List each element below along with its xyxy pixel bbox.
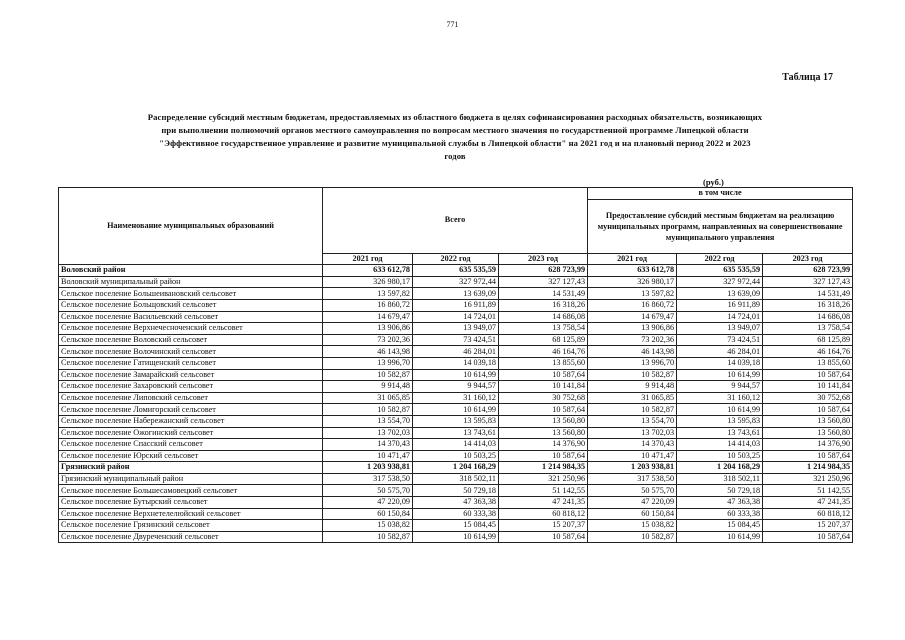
amount-cell: 13 996,70	[323, 357, 413, 369]
amount-cell: 47 220,09	[323, 497, 413, 509]
page-number: 771	[446, 20, 459, 29]
amount-cell: 13 743,61	[677, 427, 763, 439]
table-row	[59, 520, 853, 532]
table-row	[59, 473, 853, 485]
amount-cell: 14 370,43	[588, 439, 677, 451]
amount-cell: 13 560,80	[499, 415, 588, 427]
amount-cell: 31 160,12	[413, 392, 499, 404]
amount-cell: 13 758,54	[499, 323, 588, 335]
municipality-name: Сельское поселение Большеивановский сельсовет	[59, 288, 323, 300]
amount-cell: 47 363,38	[677, 497, 763, 509]
amount-cell: 10 471,47	[323, 450, 413, 462]
amount-cell: 326 980,17	[588, 276, 677, 288]
amount-cell: 321 250,96	[763, 473, 853, 485]
amount-cell: 327 127,43	[499, 276, 588, 288]
amount-cell: 60 333,38	[413, 508, 499, 520]
amount-cell: 14 376,90	[763, 439, 853, 451]
amount-cell: 14 724,01	[413, 311, 499, 323]
amount-cell: 15 038,82	[323, 520, 413, 532]
amount-cell: 10 587,64	[763, 531, 853, 543]
header-year: 2021 год	[323, 253, 413, 265]
amount-cell: 9 914,48	[323, 381, 413, 393]
amount-cell: 13 949,07	[677, 323, 763, 335]
amount-cell: 15 084,45	[677, 520, 763, 532]
municipality-name: Сельское поселение Ломигорский сельсовет	[59, 404, 323, 416]
table-row	[59, 369, 853, 381]
amount-cell: 50 729,18	[413, 485, 499, 497]
amount-cell: 10 582,87	[323, 531, 413, 543]
municipality-name: Сельское поселение Васильевский сельсовет	[59, 311, 323, 323]
amount-cell: 73 424,51	[413, 334, 499, 346]
header-year: 2023 год	[499, 253, 588, 265]
amount-cell: 13 949,07	[413, 323, 499, 335]
amount-cell: 10 582,87	[323, 404, 413, 416]
table-row	[59, 439, 853, 451]
amount-cell: 15 038,82	[588, 520, 677, 532]
amount-cell: 13 758,54	[763, 323, 853, 335]
amount-cell: 9 944,57	[677, 381, 763, 393]
amount-cell: 10 587,64	[763, 450, 853, 462]
amount-cell: 628 723,99	[499, 265, 588, 277]
amount-cell: 13 560,80	[499, 427, 588, 439]
table-row	[59, 323, 853, 335]
amount-cell: 47 241,35	[763, 497, 853, 509]
amount-cell: 13 560,80	[763, 415, 853, 427]
municipality-name: Сельское поселение Набережанский сельсовет	[59, 415, 323, 427]
amount-cell: 13 639,09	[677, 288, 763, 300]
subsidy-table	[58, 187, 853, 543]
amount-cell: 327 972,44	[413, 276, 499, 288]
amount-cell: 60 818,12	[499, 508, 588, 520]
amount-cell: 13 554,70	[323, 415, 413, 427]
amount-cell: 68 125,89	[499, 334, 588, 346]
municipality-name: Сельское поселение Захаровский сельсовет	[59, 381, 323, 393]
amount-cell: 47 241,35	[499, 497, 588, 509]
amount-cell: 13 702,03	[588, 427, 677, 439]
amount-cell: 14 414,03	[677, 439, 763, 451]
amount-cell: 30 752,68	[499, 392, 588, 404]
amount-cell: 16 318,26	[499, 299, 588, 311]
amount-cell: 1 203 938,81	[588, 462, 677, 474]
municipality-name: Воловский район	[59, 265, 323, 277]
municipality-name: Сельское поселение Гатищенский сельсовет	[59, 357, 323, 369]
amount-cell: 46 164,76	[499, 346, 588, 358]
amount-cell: 327 972,44	[677, 276, 763, 288]
amount-cell: 13 595,83	[413, 415, 499, 427]
amount-cell: 14 724,01	[677, 311, 763, 323]
municipality-name: Сельское поселение Замарайский сельсовет	[59, 369, 323, 381]
amount-cell: 46 143,98	[323, 346, 413, 358]
table-row	[59, 346, 853, 358]
amount-cell: 46 284,01	[677, 346, 763, 358]
municipality-name: Сельское поселение Липовский сельсовет	[59, 392, 323, 404]
table-row	[59, 531, 853, 543]
municipality-name: Грязинский район	[59, 462, 323, 474]
amount-cell: 318 502,11	[413, 473, 499, 485]
amount-cell: 10 587,64	[763, 404, 853, 416]
header-year: 2023 год	[763, 253, 853, 265]
table-row	[59, 450, 853, 462]
amount-cell: 51 142,55	[499, 485, 588, 497]
amount-cell: 60 150,84	[588, 508, 677, 520]
title-line: Распределение субсидий местным бюджетам, предоставляемых из областного бюджета в целях софинансирования расходных обязательств, возникающих	[147, 112, 763, 122]
amount-cell: 16 860,72	[588, 299, 677, 311]
header-total: Всего	[323, 188, 588, 254]
title-line: "Эффективное государственное управление и развитие муниципальной службы в Липецкой области" на 2021 год и на плановый период 2022 и 2023	[159, 138, 751, 148]
amount-cell: 14 531,49	[499, 288, 588, 300]
amount-cell: 10 614,99	[677, 531, 763, 543]
amount-cell: 13 906,86	[323, 323, 413, 335]
amount-cell: 73 424,51	[677, 334, 763, 346]
amount-cell: 1 204 168,29	[677, 462, 763, 474]
amount-cell: 13 597,82	[323, 288, 413, 300]
amount-cell: 9 944,57	[413, 381, 499, 393]
municipality-name: Сельское поселение Спасский сельсовет	[59, 439, 323, 451]
amount-cell: 317 538,50	[323, 473, 413, 485]
table-row	[59, 357, 853, 369]
amount-cell: 14 039,18	[677, 357, 763, 369]
amount-cell: 46 143,98	[588, 346, 677, 358]
amount-cell: 31 065,85	[588, 392, 677, 404]
amount-cell: 16 911,89	[677, 299, 763, 311]
amount-cell: 10 582,87	[588, 404, 677, 416]
amount-cell: 10 587,64	[499, 369, 588, 381]
table-body	[59, 265, 853, 543]
amount-cell: 318 502,11	[677, 473, 763, 485]
municipality-name: Сельское поселение Грязинский сельсовет	[59, 520, 323, 532]
amount-cell: 30 752,68	[763, 392, 853, 404]
amount-cell: 16 318,26	[763, 299, 853, 311]
table-row	[59, 508, 853, 520]
table-label: Таблица 17	[782, 72, 833, 83]
amount-cell: 327 127,43	[763, 276, 853, 288]
municipality-name: Сельское поселение Двуреченский сельсовет	[59, 531, 323, 543]
amount-cell: 10 471,47	[588, 450, 677, 462]
table-row	[59, 334, 853, 346]
amount-cell: 47 363,38	[413, 497, 499, 509]
amount-cell: 51 142,55	[763, 485, 853, 497]
amount-cell: 10 587,64	[499, 531, 588, 543]
amount-cell: 321 250,96	[499, 473, 588, 485]
amount-cell: 633 612,78	[323, 265, 413, 277]
amount-cell: 9 914,48	[588, 381, 677, 393]
municipality-name: Сельское поселение Большесамовецкий сельсовет	[59, 485, 323, 497]
table-row	[59, 311, 853, 323]
amount-cell: 46 164,76	[763, 346, 853, 358]
amount-cell: 10 587,64	[499, 450, 588, 462]
header-year: 2021 год	[588, 253, 677, 265]
header-year: 2022 год	[677, 253, 763, 265]
municipality-name: Сельское поселение Юрский сельсовет	[59, 450, 323, 462]
amount-cell: 10 582,87	[323, 369, 413, 381]
municipality-name: Сельское поселение Волочинский сельсовет	[59, 346, 323, 358]
amount-cell: 10 587,64	[763, 369, 853, 381]
amount-cell: 15 084,45	[413, 520, 499, 532]
amount-cell: 10 587,64	[499, 404, 588, 416]
amount-cell: 60 150,84	[323, 508, 413, 520]
amount-cell: 50 575,70	[588, 485, 677, 497]
table-row	[59, 392, 853, 404]
amount-cell: 60 818,12	[763, 508, 853, 520]
amount-cell: 1 214 984,35	[763, 462, 853, 474]
amount-cell: 635 535,59	[413, 265, 499, 277]
amount-cell: 14 414,03	[413, 439, 499, 451]
amount-cell: 10 614,99	[677, 369, 763, 381]
municipality-name: Сельское поселение Верхнечесноченский сельсовет	[59, 323, 323, 335]
amount-cell: 60 333,38	[677, 508, 763, 520]
amount-cell: 10 614,99	[677, 404, 763, 416]
amount-cell: 13 743,61	[413, 427, 499, 439]
amount-cell: 14 039,18	[413, 357, 499, 369]
amount-cell: 10 503,25	[677, 450, 763, 462]
amount-cell: 326 980,17	[323, 276, 413, 288]
amount-cell: 14 370,43	[323, 439, 413, 451]
table-row	[59, 288, 853, 300]
header-subsidy-program: Предоставление субсидий местным бюджетам на реализацию муниципальных программ, направленных на совершенствование муниципального управления	[588, 199, 853, 253]
amount-cell: 317 538,50	[588, 473, 677, 485]
header-including: в том числе	[588, 188, 853, 200]
amount-cell: 16 860,72	[323, 299, 413, 311]
table-row	[59, 497, 853, 509]
amount-cell: 16 911,89	[413, 299, 499, 311]
title-line: годов	[444, 151, 466, 161]
amount-cell: 13 639,09	[413, 288, 499, 300]
amount-cell: 10 582,87	[588, 369, 677, 381]
document-title	[60, 111, 850, 163]
amount-cell: 14 686,08	[763, 311, 853, 323]
amount-cell: 14 531,49	[763, 288, 853, 300]
municipality-name: Сельское поселение Ожогинский сельсовет	[59, 427, 323, 439]
table-row	[59, 415, 853, 427]
municipality-name: Сельское поселение Бутырский сельсовет	[59, 497, 323, 509]
table-row	[59, 276, 853, 288]
amount-cell: 15 207,37	[763, 520, 853, 532]
amount-cell: 13 855,60	[763, 357, 853, 369]
amount-cell: 10 582,87	[588, 531, 677, 543]
amount-cell: 10 614,99	[413, 369, 499, 381]
amount-cell: 14 376,90	[499, 439, 588, 451]
amount-cell: 13 597,82	[588, 288, 677, 300]
amount-cell: 10 503,25	[413, 450, 499, 462]
amount-cell: 13 595,83	[677, 415, 763, 427]
municipality-name: Сельское поселение Верхнетелелюйский сельсовет	[59, 508, 323, 520]
amount-cell: 13 702,03	[323, 427, 413, 439]
amount-cell: 50 575,70	[323, 485, 413, 497]
amount-cell: 10 614,99	[413, 531, 499, 543]
amount-cell: 46 284,01	[413, 346, 499, 358]
amount-cell: 1 203 938,81	[323, 462, 413, 474]
municipality-name: Воловский муниципальный район	[59, 276, 323, 288]
municipality-name: Грязинский муниципальный район	[59, 473, 323, 485]
municipality-name: Сельское поселение Воловский сельсовет	[59, 334, 323, 346]
amount-cell: 14 686,08	[499, 311, 588, 323]
title-line: при выполнении полномочий органов местного самоуправления по вопросам местного значения по государственной программе Липецкой области	[161, 125, 749, 135]
amount-cell: 47 220,09	[588, 497, 677, 509]
amount-cell: 10 141,84	[763, 381, 853, 393]
table-row	[59, 381, 853, 393]
amount-cell: 13 560,80	[763, 427, 853, 439]
amount-cell: 31 160,12	[677, 392, 763, 404]
amount-cell: 14 679,47	[323, 311, 413, 323]
amount-cell: 13 855,60	[499, 357, 588, 369]
amount-cell: 73 202,36	[588, 334, 677, 346]
amount-cell: 633 612,78	[588, 265, 677, 277]
amount-cell: 10 141,84	[499, 381, 588, 393]
table-row	[59, 485, 853, 497]
amount-cell: 1 204 168,29	[413, 462, 499, 474]
amount-cell: 50 729,18	[677, 485, 763, 497]
currency-unit: (руб.)	[703, 177, 724, 187]
table-row	[59, 427, 853, 439]
amount-cell: 15 207,37	[499, 520, 588, 532]
amount-cell: 13 906,86	[588, 323, 677, 335]
header-municipality: Наименование муниципальных образований	[59, 188, 323, 265]
header-year: 2022 год	[413, 253, 499, 265]
amount-cell: 14 679,47	[588, 311, 677, 323]
amount-cell: 628 723,99	[763, 265, 853, 277]
table-row	[59, 404, 853, 416]
table-row	[59, 299, 853, 311]
amount-cell: 68 125,89	[763, 334, 853, 346]
amount-cell: 31 065,85	[323, 392, 413, 404]
table-row	[59, 265, 853, 277]
amount-cell: 10 614,99	[413, 404, 499, 416]
amount-cell: 13 996,70	[588, 357, 677, 369]
table-row	[59, 462, 853, 474]
amount-cell: 13 554,70	[588, 415, 677, 427]
amount-cell: 1 214 984,35	[499, 462, 588, 474]
municipality-name: Сельское поселение Больщовский сельсовет	[59, 299, 323, 311]
amount-cell: 635 535,59	[677, 265, 763, 277]
amount-cell: 73 202,36	[323, 334, 413, 346]
